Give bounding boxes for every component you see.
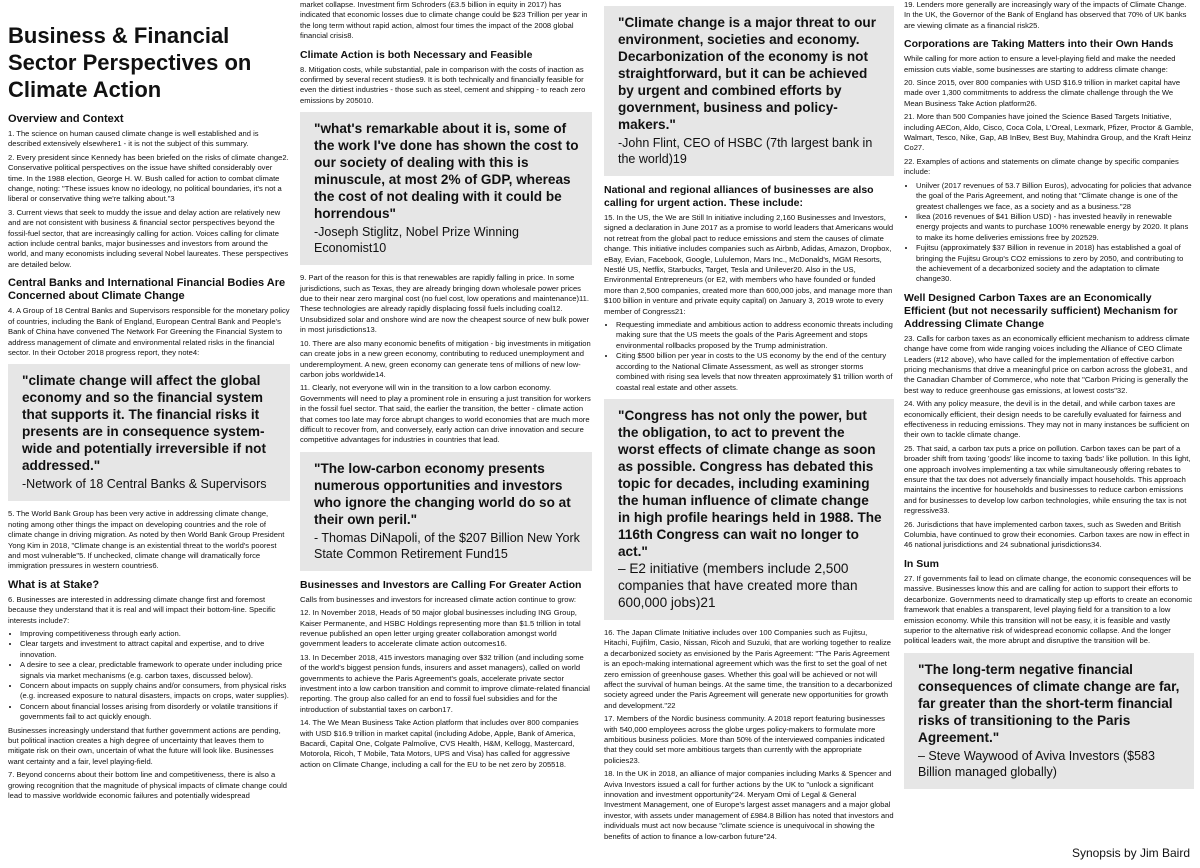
paragraph-6b: Businesses increasingly understand that further government actions are pending, but political inaction creates a high degree of uncertainty that leaves them to mitigate risk on their own, uncertain of what the future will look like. Businesses want certainty and a fair, level playing-field. (8, 725, 281, 766)
paragraph-11: 11. Clearly, not everyone will win in the transition to a low carbon economy. Governments will need to play a prominent role in ensuring a just transition for workers in the fossil fuel sector. That said, the earlier the transition, the better - climate action that comes too late may force abrupt changes to world economies that are much more difficult to recover from, and conversely, early action can drive innovation and secure competitive advantages for industries in countries that lead. (300, 383, 591, 445)
quote-text: "Climate change is a major threat to our environment, societies and economy. Decarbonization of the economy is not straightforward, but it can be achieved by urgent and combined efforts by government, business and policy-makers." (618, 15, 876, 132)
list-item: • Concern about impacts on supply chains and/or consumers, from physical risks (e.g. increased exposure to natural disasters, impacts on crops, water supplies). (20, 681, 290, 702)
paragraph-8: 8. Mitigation costs, while substantial, pale in comparison with the costs of inaction as confirmed by several recent studies9. It is both technically and financially feasible for even the dirtiest industries - those such as steel, cement and shipping - to reach zero emissions by 205010. (300, 64, 586, 105)
paragraph-4: 4. A Group of 18 Central Banks and Supervisors responsible for the monetary policy of countries, including the Bank of England, European Central Bank and People's Bank of China have convened The Network For Greening the Financial System to address management of climate and environmental related risks in the financial sector. In their October 2018 progress report, they note4: (8, 306, 290, 357)
quote-waywood (904, 653, 1194, 789)
paragraph-13: 13. In December 2018, 415 investors managing over $32 trillion (and including some of the world's biggest pension funds, insurers and asset managers), called on world governments to achieve the Paris Agreement's goals, accelerate private sector investment into a low carbon transition and commit to improve climate-related financial reporting. The group also called for an end to fossil fuel subsidies and for the introduction of substantial taxes on carbon17. (300, 652, 590, 714)
list-item: • Citing $500 billion per year in costs to the US economy by the end of the century according to the National Climate Assessment, as well as stronger storms combined with rising sea levels that now threaten approximately $1 trillion worth of coastal real estate and other assets. (616, 351, 894, 393)
e2-list (604, 320, 894, 393)
heading-in-sum: In Sum (904, 557, 940, 570)
quote-text: "Congress has not only the power, but the obligation, to act to prevent the worst effects of climate change as soon as possible. Congress has debated this topic for decades, including examining the human influence of climate change in high profile hearings held in 1988. The 116th Congress can wait no longer to act." (618, 407, 882, 559)
heading-central-banks: Central Banks and International Financial Bodies Are Concerned about Climate Change (8, 277, 286, 303)
quote-stiglitz (300, 112, 592, 265)
paragraph-19: 19. Lenders more generally are increasingly wary of the impacts of Climate Change. In the UK, the Governor of the Bank of England has observed that 70% of UK banks are viewing climate as a financial risk25. (904, 0, 1187, 30)
quote-attribution: – Steve Waywood of Aviva Investors ($583 Billion managed globally) (918, 748, 1155, 779)
quote-central-banks (8, 364, 290, 501)
paragraph-25: 25. That said, a carbon tax puts a price on pollution. Carbon taxes can be part of a broader shift from taxing 'goods' like income to taxing 'bads' like pollution. In this light, one approach involves implementing a tax while simultaneously offering rebates to ensure that the tax does not adversely financially impact households. This approach maintains the incentive for households and businesses to reduce carbon emissions and for businesses to develop low carbon technologies, while ensuring the tax is not regressive33. (904, 443, 1191, 516)
heading-national-alliances: National and regional alliances of businesses are also calling for urgent action. These include: (604, 184, 874, 209)
paragraph-10: 10. There are also many economic benefits of mitigation - big investments in mitigation can create jobs in a new green economy, contributing to reduced unemployment and underemployment. A new, green economy can generate tens of millions of new low-carbon jobs worldwide14. (300, 338, 591, 379)
paragraph-24: 24. With any policy measure, the devil is in the detail, and while carbon taxes are economically efficient, their design needs to be carefully evaluated for fairness and effectiveness in reducing emissions. They may not in many instances be sufficient on their own to tackle climate change. (904, 399, 1190, 440)
list-item: • Improving competitiveness through early action. (20, 629, 290, 639)
synopsis-credit: Synopsis by Jim Baird (1071, 846, 1190, 860)
paragraph-12: 12. In November 2018, Heads of 50 major global businesses including ING Group, Kaiser Permanente, and HSBC Holdings representing more than $1.5 trillion in total revenue published an open letter urging greater collaboration amongst world government leaders to accelerate climate action outcomes16. (300, 608, 581, 649)
paragraph-14: 14. The We Mean Business Take Action platform that includes over 800 companies with USD $16.9 trillion in market capital (including Adobe, Apple, Bank of America, Bacardi, Capital One, Colgate Palmolive, CVS Health, H&M, Kellogg, Mastercard, Motorola, Ricoh, T Mobile, Tata Motors, UPS and Visa) has called for aggressive action on Climate Change, including a call for the EU to be net zero by 205518. (300, 718, 579, 769)
column-2 (300, 0, 598, 868)
heading-what-is-at-stake: What is at Stake? (8, 578, 100, 591)
quote-text: "The long-term negative financial consequences of climate change are far, far greater than the short-term financial risks of transitioning to the Paris Agreement." (918, 661, 1180, 745)
paragraph-7: 7. Beyond concerns about their bottom line and competitiveness, there is also a growing recognition that the magnitude of physical impacts of climate change could lead to massive worldwide economic failures and potentially widespread (8, 770, 288, 801)
paragraph-2: 2. Every president since Kennedy has been briefed on the risks of climate change2. Conservative political perspectives on the issue have shifted considerably over time. In the 1988 election, George H. W. Bush called for action to combat climate change, noting: "These issues know no ideology, no political boundaries, it's not a liberal or conservative thing we're talking about."3 (8, 152, 289, 204)
heading-carbon-taxes: Well Designed Carbon Taxes are an Economically Efficient (but not necessarily sufficient) Mechanism for Addressing Climate Change (904, 291, 1178, 330)
quote-text: "what's remarkable about it is, some of the work I've done has shown the cost to our society of dealing with this is minuscule, at most 2% of GDP, whereas the cost of not dealing with it could be horrendous" (314, 121, 579, 222)
paragraph-17: 17. Members of the Nordic business community. A 2018 report featuring businesses with 540,000 employees across the globe urges policy-makers to formulate more ambitious business policies. More than 50% of the interviewed companies indicated that they could set more ambitious targets than currently with the appropriate policies23. (604, 714, 885, 765)
company-examples-list (904, 181, 1194, 285)
paragraph-20: 20. Since 2015, over 800 companies with USD $16.9 trillion in market capital have made over 1,300 commitments to address the climate challenge through the We Mean Business Take Action platform26. (904, 78, 1181, 108)
paragraph-21: 21. More than 500 Companies have joined the Science Based Targets Initiative, including AECon, Aldo, Cisco, Coca Cola, L'Oreal, Lexmark, Pfizer, Proctor & Gamble, Walmart, Tesco, Nike, Gap, AB InBev, Best Buy, Mahindra Group, and the Kraft Heinz Co27. (904, 112, 1194, 153)
list-item: • Fujitsu (approximately $37 Billion in revenue in 2018) has established a goal of bringing the Fujitsu Group's CO2 emissions to zero by 2050, and contributing to the achievement of a decarbonized society and the adaptation to climate change30. (916, 243, 1194, 285)
list-item: • Requesting immediate and ambitious action to address economic threats including making sure that the US meets the goals of the Paris Agreement and stops environmental rollbacks proposed by the Trump administration. (616, 320, 894, 351)
list-item: • A desire to see a clear, predictable framework to operate under including price signals via market mechanisms (e.g. carbon taxes, discussed below). (20, 660, 290, 681)
quote-e2 (604, 399, 894, 620)
paragraph-9: 9. Part of the reason for this is that renewables are rapidly falling in price. In some jurisdictions, such as Texas, they are already bringing down wholesale power prices due to their near zero marginal cost (no fuel cost, low operations and maintenance)11. These technologies are already rapidly displacing fossil fuels including coal12. Unsubsidized solar and onshore wind are now the cheapest source of new bulk power in most jurisdictions13. (300, 273, 590, 335)
heading-overview: Overview and Context (8, 113, 124, 125)
heading-investors-calling: Businesses and Investors are Calling For Greater Action (300, 578, 582, 591)
column-3 (600, 0, 898, 868)
list-item: • Concern about financial losses arising from disorderly or volatile transitions if governments fail to act quickly enough. (20, 702, 290, 723)
paragraph-corporations: While calling for more action to ensure a level-playing field and make the needed emission cuts viable, some businesses are starting to address climate change: (904, 54, 1176, 74)
quote-attribution: – E2 initiative (members include 2,500 companies that have created more than 600,000 jobs)21 (618, 560, 858, 610)
heading-corporations: Corporations are Taking Matters into their Own Hands (904, 38, 1174, 51)
quote-text: "The low-carbon economy presents numerous opportunities and investors who ignore the changing world do so at their own peril." (314, 460, 571, 527)
quote-attribution: -Joseph Stiglitz, Nobel Prize Winning Economist10 (314, 225, 519, 256)
quote-attribution: - Thomas DiNapoli, of the $207 Billion New York State Common Retirement Fund15 (314, 530, 580, 561)
quote-attribution: -John Flint, CEO of HSBC (7th largest bank in the world)19 (618, 136, 873, 166)
paragraph-16: 16. The Japan Climate Initiative includes over 100 Companies such as Fujitsu, Hitachi, Fujifilm, Casio, Nissan, Ricoh and Suzuki, that are working together to realize a decarbonized society as envisioned by the Paris Agreement: "The Paris Agreement is an epoch-making international agreement which was the first to set the goal of net zero emission of greenhouse gases. Whether this goal will be achieved or not will affect the survival of human beings. At the same time, the transition to a decarbonized society agreed under the Paris Agreement will generate new opportunities for growth and development."22 (604, 627, 893, 710)
interest-list (8, 629, 290, 723)
paragraph-calls: Calls from businesses and investors for increased climate action continue to grow: (300, 594, 577, 604)
paragraph-26: 26. Jurisdictions that have implemented carbon taxes, such as Sweden and British Columbia, have continued to grow their economies. Carbon taxes are now in effect in 46 national jurisdictions and 24 subnational jurisdictions34. (904, 519, 1190, 550)
paragraph-15: 15. In the US, the We are Still In initiative including 2,160 Businesses and Investors, signed a declaration in June 2017 as a promise to world leaders that Americans would not retreat from the global pact to reduce emissions and stem the causes of climate change. This initiative includes companies such as Airbnb, Adidas, Amazon, Dropbox, eBay, Evian, Facebook, Google, Lululemon, Mars Inc., McDonald's, MGM Resorts, Nestlé US, Netflix, Starbucks, Target, Tesla and Unilever20. Also in the US, Environmental Entrepreneurs (or E2, with members who have founded or funded more than 2,500 companies, created more than 600,000 jobs, and manage more than $100 billion in venture and private equity capital) on January 3, 2019 wrote to every member of Congress21: (604, 213, 894, 316)
paragraph-3: 3. Current views that seek to muddy the issue and delay action are relatively new and are not consistent with business & financial sector perspectives beyond the fossil-fuel sector, that are increasingly calling for action. Voices calling for climate action include central banks, major businesses and investors from around the world, and many economists including several Nobel laureates. These perspectives are detailed below. (8, 207, 289, 269)
paragraph-5: 5. The World Bank Group has been very active in addressing climate change, noting among other things the impact on developing countries and the role of climate change in driving migration. As noted by then World Bank Group President Yong Kim in 2018, "Climate change is an existential threat to the world's poorest and most vulnerable"5. If unchecked, climate change will dramatically force immigration pressures in western countries6. (8, 509, 285, 571)
column-1 (0, 0, 298, 868)
quote-text: "climate change will affect the global economy and so the financial system that supports it. The financial risks it presents are in consequence system-wide and potentially irreversible if not addressed." (22, 373, 266, 474)
column-4 (900, 0, 1200, 868)
quote-dinapoli (300, 452, 592, 571)
paragraph-7-continued: market collapse. Investment firm Schroders (£3.5 billion in equity in 2017) has indicated that economic losses due to climate change could be $23 Trillion per year in the long term without rapid action, almost four times the impact of the 2008 global financial crisis8. (300, 0, 588, 41)
quote-attribution: -Network of 18 Central Banks & Supervisors (22, 477, 267, 492)
paragraph-27: 27. If governments fail to lead on climate change, the economic consequences will be massive. Businesses know this and are calling for action to support their efforts to decarbonize. Governments need to dramatically step up efforts to create an economic framework that enables a transparent, level playing field for a transition to a low emission economy. While this transition will not be easy, it is feasible and vastly superior to the alternative risk of widespread economic collapse. And the longer political leaders wait, the more abrupt and disruptive the transition will be. (904, 573, 1193, 646)
page-title: Business & Financial Sector Perspectives on Climate Action (8, 23, 252, 102)
paragraph-18: 18. In the UK in 2018, an alliance of major companies including Marks & Spencer and Aviva Investors issued a call for further actions by the UK to "unlock a significant innovation and investment opportunity"24. Meryam Omi of Legal & General Investment Management, one of Europe's largest asset managers and a major global investor, with assets under management of £984.8 Billion has noted that investors and individuals must act now because "climate science is unequivocal in showing the benefits of action to finance a low-carbon future"24. (604, 769, 894, 841)
heading-necessary-feasible: Climate Action is both Necessary and Feasible (300, 48, 533, 61)
list-item: • Ikea (2016 revenues of $41 Billion USD) - has invested heavily in renewable energy projects and wants to purchase 100% renewable energy by 2020. It plans to make its home deliveries emissions free by 202529. (916, 212, 1194, 243)
paragraph-1: 1. The science on human caused climate change is well established and is described extensively elsewhere1 - it is not the subject of this summary. (8, 129, 259, 149)
paragraph-22: 22. Examples of actions and statements on climate change by specific companies include: (904, 156, 1179, 177)
list-item: • Unilver (2017 revenues of 53.7 Billion Euros), advocating for policies that advance the goal of the Paris Agreement, and noting that "Climate change is one of the greatest challenges we face, as a society and as a business."28 (916, 181, 1194, 212)
paragraph-6: 6. Businesses are interested in addressing climate change first and foremost because they understand that it is real and will impact their bottom-line. Specific interests include7: (8, 594, 276, 625)
list-item: • Clear targets and investment to attract capital and expertise, and to drive innovation. (20, 639, 290, 660)
paragraph-23: 23. Calls for carbon taxes as an economically efficient mechanism to address climate change have come from wide ranging voices including the Alliance of CEO Climate Leaders (#12 above), who have called for the implementation of effective carbon pricing mechanisms that drive a meaningful price on carbon across the globe31, and the Canadian Chamber of Commerce, who note that "Carbon Pricing is generally the best way to reduce greenhouse gas emissions, at lowest costs"32. (904, 333, 1190, 395)
quote-flint (604, 6, 894, 176)
